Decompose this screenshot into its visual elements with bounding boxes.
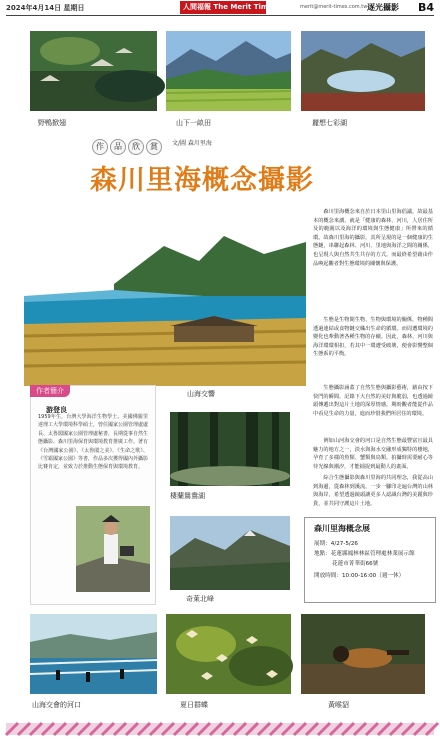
article-paragraph: 生態是生物間生物、生物與環境的關係，物種間透過連結或食物鏈交織出生命的循環。而周遭環境的變化也牽動著各種生物的存續。因此，森林、河川與海洋環環相扣，若其中一環遭受破壞，便會影響整個生態系的平衡。 (313, 317, 433, 358)
caption-qilai-north-peak: 奇萊北峰 (186, 595, 214, 603)
period-value: 4/27-5/26 (330, 541, 358, 547)
caption-mountain-field: 山下一畝田 (176, 119, 211, 127)
article-title: 森川里海概念攝影 (90, 165, 314, 196)
caption-mountain-sea: 山海交響 (187, 390, 215, 398)
photo-yellow-throated-marten (301, 614, 425, 694)
caption-river-mouth: 山海交會的河口 (32, 701, 81, 709)
author-name: 游登良 (46, 406, 67, 414)
photo-mountain-field (166, 31, 291, 111)
article-paragraph: 例如山河海交會的河口是自然生態最豐富且最具魅力的地方之一，淡水與海水交融形成獨特的棲地，孕育了多樣的魚類、蟹類與鳥類。拍攝時需要耐心等待光線與潮汐，才能捕捉到最動人的畫面。 (313, 438, 433, 470)
caption-cilan-lake: 棲蘭鴛鴦湖 (170, 492, 205, 500)
caption-seven-color-lake: 麗想七彩湖 (312, 119, 347, 127)
caption-yellow-throated-marten: 黃喉貂 (328, 701, 349, 709)
kicker-char: 賞 (146, 139, 162, 155)
period-label: 展期： (314, 541, 331, 547)
exhibition-title: 森川里海概念展 (314, 524, 370, 533)
footer-stripe (6, 720, 434, 732)
kicker-char: 品 (110, 139, 126, 155)
photo-river-mouth (30, 614, 157, 694)
hours-label: 開放時間： (314, 573, 342, 579)
kicker-char: 欣 (128, 139, 144, 155)
photo-mountain-sea (24, 206, 306, 386)
section-name: 逐光攝影 (367, 3, 399, 12)
section-kicker (92, 134, 164, 155)
exhibition-address: 花蓮市菁華街66號 (332, 561, 379, 567)
page-header (0, 0, 440, 16)
exhibition-venue (314, 550, 415, 559)
contact-url: merit@merit-times.com.tw (300, 4, 368, 10)
page-number: B4 (418, 1, 435, 14)
venue-label: 地點： (314, 551, 331, 557)
photo-qilai-north-peak (170, 516, 290, 590)
article-paragraph: 綜合生態攝影與森川里海的共同理念，我從高山到海邊，從森林到溪流，一步一腳印走遍台灣的山林與海岸，希望透過鏡頭讓更多人認識台灣的美麗與珍貴，並共同守護這片土地。 (313, 475, 433, 507)
photo-summer-butterflies (166, 614, 291, 694)
exhibition-period (314, 540, 358, 549)
author-bio-text: 1959年生，台灣大學海洋生物學士、美國佛羅里達理工大學環境科學碩士，曾任國家公園管理處處長、太魯閣國家公園管理處秘書，長期從事自然生態攝影、森川里海保育與環境教育推廣工作。著有《台灣國家公園》、《太魯閣之美》、《生命之歌》、《雪霸國家公園》等書，作品多次獲得國內外攝影比賽肯定，並致力於推動生態保育與環境教育。 (38, 414, 149, 471)
venue-value: 花蓮縣鳳林林區管理處林業展示館 (330, 551, 415, 557)
newspaper-logo: 人間福報 The Merit Times (180, 1, 266, 14)
kicker-char: 作 (92, 139, 108, 155)
hours-value: 10:00-16:00（週一休） (341, 573, 405, 579)
photo-author (76, 506, 150, 592)
article-paragraph: 生態攝影涵蓋了自然生態與攝影藝術，藉由按下快門的瞬間，記錄下大自然的美好與脆弱，也透過鏡頭傳遞出對這片土地的深厚情感。期盼觀者能從作品中看見生命的力量，進而珍惜我們所居住的環境。 (313, 385, 433, 417)
caption-wild-ducks: 野鴨掀翅 (38, 119, 66, 127)
article-paragraph: 森川里海概念來自於日本里山里海倡議，故最基本的概念來講，就是「健康的森林、河川，人居住所及的範圍以及海洋的環境與生態健康」所帶來的循環。故森川里海的攝影，其所呈現的是一個健康的生態鏈，串聯起森林、河川、里地與海洋之間的關係，也呈現人與自然共生共存的方式。而最終希望藉由作品喚起觀者對生態環境的關懷與保護。 (313, 209, 433, 267)
header-divider (6, 15, 434, 16)
byline: 文/圖 森川里海 (172, 140, 212, 147)
photo-wild-ducks (30, 31, 157, 111)
issue-date: 2024年4月14日 星期日 (6, 4, 85, 12)
caption-summer-butterflies: 夏日群蝶 (180, 701, 208, 709)
photo-cilan-lake (170, 412, 290, 486)
exhibition-hours (314, 572, 404, 581)
bio-tag: 作者簡介 (30, 385, 70, 397)
photo-seven-color-lake (301, 31, 425, 111)
